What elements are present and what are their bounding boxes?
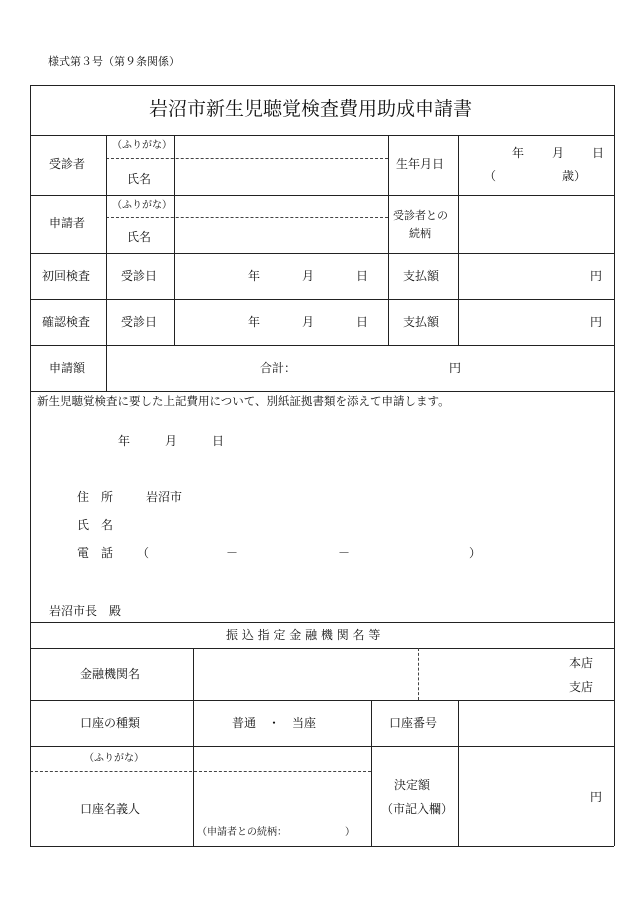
applicant-furigana-field[interactable] xyxy=(176,197,386,216)
patient-name-field[interactable] xyxy=(176,161,386,193)
phone-close: ） xyxy=(469,546,482,560)
col-line xyxy=(458,135,459,345)
patient-name-label: 氏名 xyxy=(127,172,152,186)
patient-label: 受診者 xyxy=(49,157,86,171)
patient-furigana-label: （ふりがな） xyxy=(112,140,172,151)
furigana-divider xyxy=(30,771,371,772)
applicant-furigana-label: （ふりがな） xyxy=(112,200,172,211)
addressee: 岩沼市長 殿 xyxy=(49,604,122,618)
confirm-exam-date-field[interactable] xyxy=(176,301,386,343)
holder-furigana-field[interactable] xyxy=(195,748,369,769)
head-office-label: 本店 xyxy=(569,656,594,670)
confirm-test-label: 確認検査 xyxy=(42,315,91,329)
col-line xyxy=(458,700,459,846)
address-label: 住 所 xyxy=(77,490,114,504)
total-yen-unit: 円 xyxy=(449,361,462,375)
col-line xyxy=(174,135,175,345)
phone-open: （ xyxy=(137,546,150,560)
signer-name-field[interactable] xyxy=(146,514,446,534)
account-holder-label: 口座名義人 xyxy=(80,802,141,816)
decision-amount-sublabel: （市記入欄） xyxy=(381,802,454,816)
furigana-divider xyxy=(106,158,388,159)
birthdate-field[interactable] xyxy=(460,137,612,193)
table-border-left xyxy=(30,85,31,846)
birth-day-unit: 日 xyxy=(592,146,605,160)
col-line xyxy=(106,135,107,391)
holder-furigana-label: （ふりがな） xyxy=(84,753,144,764)
confirm-exam-date-label: 受診日 xyxy=(121,315,158,329)
col-line xyxy=(371,700,372,846)
statement-text: 新生児聴覚検査に要した上記費用について、別紙証拠書類を添えて申請します。 xyxy=(37,394,450,408)
birth-year-unit: 年 xyxy=(512,146,525,160)
branch-label: 支店 xyxy=(569,680,594,694)
initial-yen-unit: 円 xyxy=(590,269,603,283)
bank-name-label: 金融機関名 xyxy=(80,667,141,681)
confirm-day-unit: 日 xyxy=(356,315,369,329)
confirm-payment-label: 支払額 xyxy=(403,315,440,329)
patient-furigana-field[interactable] xyxy=(176,137,386,157)
initial-payment-field[interactable] xyxy=(460,255,612,297)
relation-label-line2: 続柄 xyxy=(409,227,431,240)
table-border-bottom xyxy=(30,846,614,847)
confirm-year-unit: 年 xyxy=(248,315,261,329)
page-title: 岩沼市新生児聴覚検査費用助成申請書 xyxy=(149,98,473,120)
decision-amount-field[interactable] xyxy=(460,748,580,844)
date-year-unit: 年 xyxy=(118,434,131,448)
account-type-options[interactable]: 普通 ・ 当座 xyxy=(232,716,317,730)
row-line xyxy=(30,622,614,623)
application-amount-label: 申請額 xyxy=(49,361,86,375)
confirm-yen-unit: 円 xyxy=(590,315,603,329)
initial-payment-label: 支払額 xyxy=(403,269,440,283)
phone-dash-2: － xyxy=(338,546,351,560)
row-line xyxy=(30,253,614,254)
row-line xyxy=(30,746,614,747)
holder-relation-close: ） xyxy=(345,827,355,838)
decision-amount-label: 決定額 xyxy=(394,778,431,792)
initial-exam-date-field[interactable] xyxy=(176,255,386,297)
confirm-month-unit: 月 xyxy=(302,315,315,329)
total-amount-field[interactable] xyxy=(300,347,440,389)
branch-name-field[interactable] xyxy=(420,650,560,698)
signer-name-label: 氏 名 xyxy=(77,518,114,532)
account-holder-field[interactable] xyxy=(195,774,369,822)
birth-month-unit: 月 xyxy=(552,146,565,160)
initial-test-label: 初回検査 xyxy=(42,269,91,283)
row-line xyxy=(30,345,614,346)
address-value: 岩沼市 xyxy=(146,490,183,504)
phone-label: 電 話 xyxy=(77,546,114,560)
initial-exam-date-label: 受診日 xyxy=(121,269,158,283)
confirm-payment-field[interactable] xyxy=(460,301,612,343)
bank-section-title: 振 込 指 定 金 融 機 関 名 等 xyxy=(226,628,381,642)
date-day-unit: 日 xyxy=(212,434,225,448)
col-line xyxy=(388,135,389,345)
row-line xyxy=(30,391,614,392)
applicant-name-label: 氏名 xyxy=(127,230,152,244)
phone-field[interactable] xyxy=(150,542,468,562)
age-close: 歳） xyxy=(562,169,587,183)
relation-field[interactable] xyxy=(460,197,612,251)
phone-dash-1: － xyxy=(226,546,239,560)
date-month-unit: 月 xyxy=(165,434,178,448)
bank-divider xyxy=(418,648,419,700)
application-date-field[interactable] xyxy=(60,430,230,450)
account-type-label: 口座の種類 xyxy=(80,716,141,730)
decision-yen-unit: 円 xyxy=(590,790,603,804)
form-number: 様式第３号（第９条関係） xyxy=(48,55,180,68)
col-line xyxy=(193,648,194,846)
row-line xyxy=(30,135,614,136)
birthdate-label: 生年月日 xyxy=(396,157,445,171)
furigana-divider xyxy=(106,217,388,218)
table-border-top xyxy=(30,85,614,86)
row-line xyxy=(30,648,614,649)
row-line xyxy=(30,195,614,196)
initial-month-unit: 月 xyxy=(302,269,315,283)
table-border-right xyxy=(614,85,615,846)
bank-name-field[interactable] xyxy=(195,650,416,698)
total-label: 合計： xyxy=(260,361,297,375)
relation-label-line1: 受診者との xyxy=(393,209,448,222)
age-open: （ xyxy=(484,169,497,183)
row-line xyxy=(30,700,614,701)
applicant-name-field[interactable] xyxy=(176,220,386,251)
account-number-label: 口座番号 xyxy=(389,716,438,730)
applicant-label: 申請者 xyxy=(49,216,86,230)
account-number-field[interactable] xyxy=(460,702,612,744)
row-line xyxy=(30,299,614,300)
holder-relation-note: （申請者との続柄： xyxy=(197,827,287,838)
address-field[interactable] xyxy=(190,486,490,506)
initial-year-unit: 年 xyxy=(248,269,261,283)
initial-day-unit: 日 xyxy=(356,269,369,283)
